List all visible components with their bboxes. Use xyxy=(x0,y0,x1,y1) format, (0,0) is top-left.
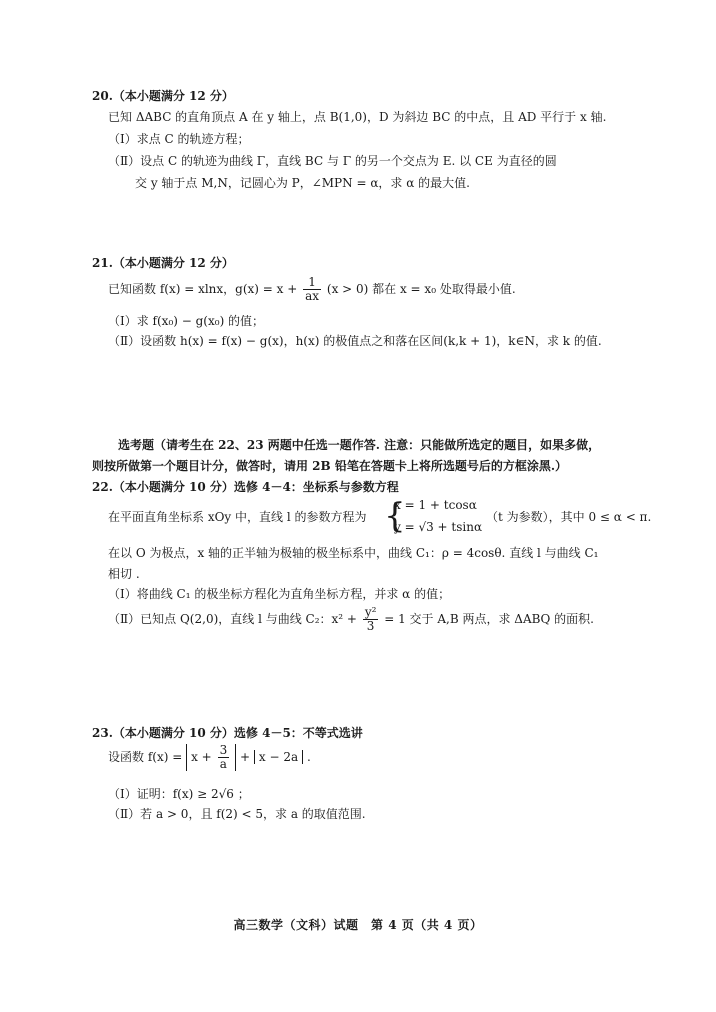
q22-part2-post: = 1 交于 A,B 两点，求 ΔABQ 的面积. xyxy=(384,612,594,626)
q22-eq1: x = 1 + tcosα xyxy=(394,498,477,512)
q22-frac-den: 3 xyxy=(366,619,375,633)
q20-part2-line2: 交 y 轴于点 M,N，记圆心为 P，∠MPN = α，求 α 的最大值. xyxy=(135,176,470,190)
q23-abs1-pre: x + xyxy=(191,750,212,764)
q20-header: 20.（本小题满分 12 分） xyxy=(92,89,234,103)
page-footer: 高三数学（文科）试题 第 4 页（共 4 页） xyxy=(233,918,483,932)
q21-header: 21.（本小题满分 12 分） xyxy=(92,256,234,270)
q21-frac-num: 1 xyxy=(303,276,321,290)
q22-part1: （Ⅰ）将曲线 C₁ 的极坐标方程化为直角坐标方程，并求 α 的值； xyxy=(108,587,451,601)
q23-part2: （Ⅱ）若 a > 0，且 f(2) < 5，求 a 的取值范围. xyxy=(108,807,366,821)
q23-header: 23.（本小题满分 10 分）选修 4－5：不等式选讲 xyxy=(92,726,363,740)
q21-stem xyxy=(108,276,516,303)
q22-line3: 相切 . xyxy=(108,567,140,581)
q22-part2 xyxy=(108,606,594,633)
q22-sys-pre: 在平面直角坐标系 xOy 中，直线 l 的参数方程为 xyxy=(108,510,367,524)
q22-frac-num: y² xyxy=(364,605,377,619)
q23-fraction xyxy=(218,744,230,771)
q23-function xyxy=(108,744,311,771)
q21-fraction xyxy=(303,276,321,303)
q20-part2-line1: （Ⅱ）设点 C 的轨迹为曲线 Γ，直线 BC 与 Γ 的另一个交点为 E. 以 CE 为直径的圆 xyxy=(108,154,557,168)
q21-stem-post: (x > 0) 都在 x = x₀ 处取得最小值. xyxy=(326,282,516,296)
q20-part1: （Ⅰ）求点 C 的轨迹方程； xyxy=(108,132,250,146)
q22-eq2: y = √3 + tsinα xyxy=(394,520,483,534)
q21-part1: （Ⅰ）求 f(x₀) − g(x₀) 的值； xyxy=(108,314,265,328)
q23-fn-post: . xyxy=(307,750,311,764)
q22-fraction xyxy=(363,606,379,633)
left-brace-icon: { xyxy=(384,496,406,536)
q21-stem-pre: 已知函数 f(x) = xlnx，g(x) = x + xyxy=(108,282,298,296)
q23-frac-den: a xyxy=(219,757,227,771)
q23-fn-mid: + xyxy=(240,750,251,764)
q23-abs2 xyxy=(254,750,303,764)
q23-abs2-text: x − 2a xyxy=(258,750,299,764)
q23-part1: （Ⅰ）证明：f(x) ≥ 2√6 ； xyxy=(108,787,250,801)
q21-frac-den: ax xyxy=(305,289,320,303)
q22-sys-post: （t 为参数），其中 0 ≤ α < π. xyxy=(486,510,652,524)
q23-abs1 xyxy=(186,744,236,771)
q23-frac-num: 3 xyxy=(219,743,228,757)
q22-line2: 在以 O 为极点，x 轴的正半轴为极轴的极坐标系中，曲线 C₁：ρ = 4cosθ. 直线 l 与曲线 C₁ xyxy=(108,546,599,560)
q20-stem: 已知 ΔABC 的直角顶点 A 在 y 轴上，点 B(1,0)，D 为斜边 BC 的中点，且 AD 平行于 x 轴. xyxy=(108,110,607,124)
elective-instruction-line1: 选考题（请考生在 22、23 两题中任选一题作答. 注意：只能做所选定的题目，如果多做， xyxy=(118,438,601,452)
elective-instruction-line2: 则按所做第一个题目计分，做答时，请用 2B 铅笔在答题卡上将所选题号后的方框涂黑.） xyxy=(92,459,568,473)
q22-header: 22.（本小题满分 10 分）选修 4－4：坐标系与参数方程 xyxy=(92,480,399,494)
q21-part2: （Ⅱ）设函数 h(x) = f(x) − g(x)，h(x) 的极值点之和落在区间(k,k + 1)，k∈N，求 k 的值. xyxy=(108,334,602,348)
q22-part2-pre: （Ⅱ）已知点 Q(2,0)，直线 l 与曲线 C₂：x² + xyxy=(108,612,357,626)
q23-fn-pre: 设函数 f(x) = xyxy=(108,750,183,764)
